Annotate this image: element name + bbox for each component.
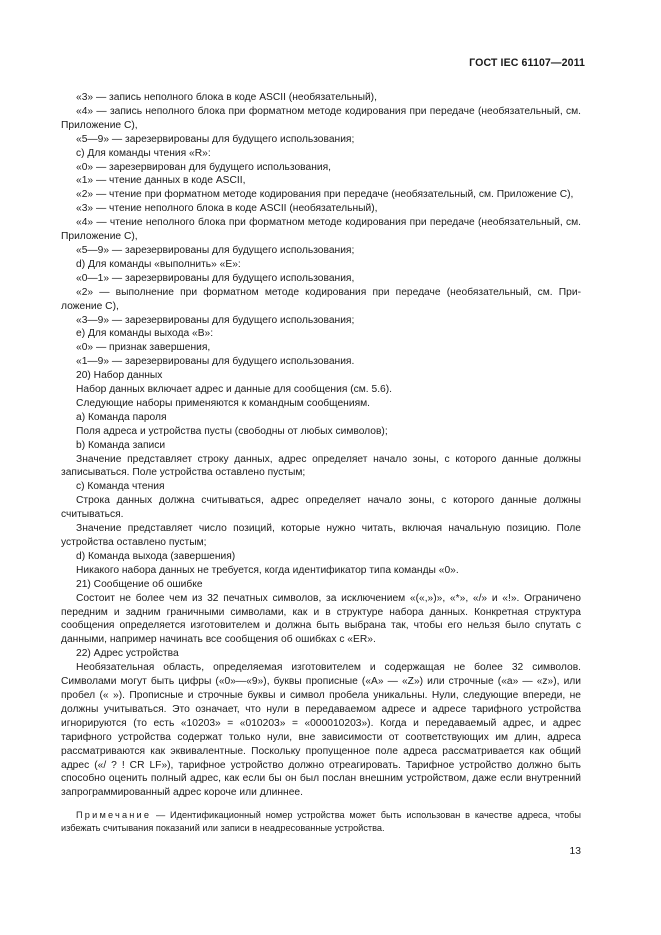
paragraph: «0—1» — зарезервированы для будущего использования, [76,272,355,284]
document-code-header: ГОСТ IEC 61107—2011 [469,57,585,69]
paragraph: «3» — запись неполного блока в коде ASCII (необязательный), [76,92,377,103]
subsection-heading: c) Команда чтения [76,481,165,493]
paragraph: Никакого набора данных не требуется, когда идентификатор типа команды «0». [76,564,459,576]
paragraph: Значение представляет число позиций, которые нужно читать, включая начальную позицию. Поле устройства оставлено пустым; [61,523,581,548]
paragraph: «4» — чтение неполного блока при форматном методе кодирования при передаче (необязательный, см. Приложение С), [61,217,581,243]
paragraph: «4» — запись неполного блока при форматном методе кодирования при передаче (необязательный, см. Приложение С), [61,105,581,131]
note-text: — Идентификационный номер устройства может быть использован в качестве адреса, чтобы избежать считывания показаний или записи в неадресованные устройства. [61,810,581,833]
section-heading: 22) Адрес устройства [76,648,179,660]
paragraph: Состоит не более чем из 32 печатных символов, за исключением «(«,»)», «*», «/» и «!». Ограничено передним и задним граничными символами, как и в структуре набора данных. Конкретная структура сообщения определяется изготовителем и должна быть выбрана так, чтобы его нельзя было спутать с данными, например начинать все сообщения об ошибках с «ER». [61,592,581,646]
section-heading: 20) Набор данных [76,370,163,382]
paragraph: Набор данных включает адрес и данные для сообщения (см. 5.6). [76,384,393,396]
paragraph: Строка данных должна считываться, адрес определяет начало зоны, с которого данные должны считываться. [61,495,581,521]
paragraph: «2» — чтение при форматном методе кодирования при передаче (необязательный, см. Приложение С), [76,189,574,201]
paragraph: «5—9» — зарезервированы для будущего использования; [76,133,355,145]
paragraph: «2» — выполнение при форматном методе кодирования при передаче (необязательный, см. Приложение С), [61,286,581,312]
section-heading: 21) Сообщение об ошибке [76,578,203,590]
paragraph: c) Для команды чтения «R»: [76,147,211,159]
paragraph: Следующие наборы применяются к командным сообщениям. [76,397,371,409]
paragraph: d) Для команды «выполнить» «E»: [76,258,241,270]
note [61,809,581,834]
note-lead: Примечание [76,810,152,820]
paragraph: «0» — зарезервирован для будущего использования, [76,161,331,173]
paragraph: «1—9» — зарезервированы для будущего использования. [76,356,355,368]
subsection-heading: b) Команда записи [76,439,166,451]
paragraph: Значение представляет строку данных, адрес определяет начало зоны, с которого данные должны записываться. Поле устройства оставлено пустым; [61,453,581,479]
paragraph: «3—9» — зарезервированы для будущего использования; [76,314,355,326]
page-number: 13 [569,846,581,857]
subsection-heading: d) Команда выхода (завершения) [76,550,236,562]
paragraph: «0» — признак завершения, [76,342,211,354]
paragraph: Необязательная область, определяемая изготовителем и содержащая не более 32 символов. Символами могут быть цифры («0»—«9»), буквы прописные («A» — «Z») или строчные («a» — «z»), или пробел (« »). Прописные и строчные буквы и символ пробела уникальны. Нули, следующие впереди, не должны учитываться. Это означает, что нули в передаваемом адресе и адресе тарифного устройства игнорируются (то есть «10203» = «010203» = «000010203»). Когда и передаваемый адрес, и адрес тарифного устройства содержат только нули, вне зависимости от соответствующих им длин, адреса рассматриваются как эквивалентные. Поскольку пропущенное поле адреса рассматривается как общий адрес («/ ? ! CR LF»), тарифное устройство должно отреагировать. Тарифное устройство должно быть способно оценить полный адрес, как если бы он был послан внешним устройством, даже если внутренний запрограммированный адрес короче или длиннее. [61,662,581,799]
paragraph: Поля адреса и устройства пусты (свободны от любых символов); [76,425,388,437]
paragraph: «3» — чтение неполного блока в коде ASCII (необязательный), [76,203,378,215]
document-body [61,91,581,800]
paragraph: e) Для команды выхода «B»: [76,328,214,340]
subsection-heading: a) Команда пароля [76,411,167,423]
paragraph: «1» — чтение данных в коде ASCII, [76,175,246,187]
paragraph: «5—9» — зарезервированы для будущего использования; [76,244,355,256]
